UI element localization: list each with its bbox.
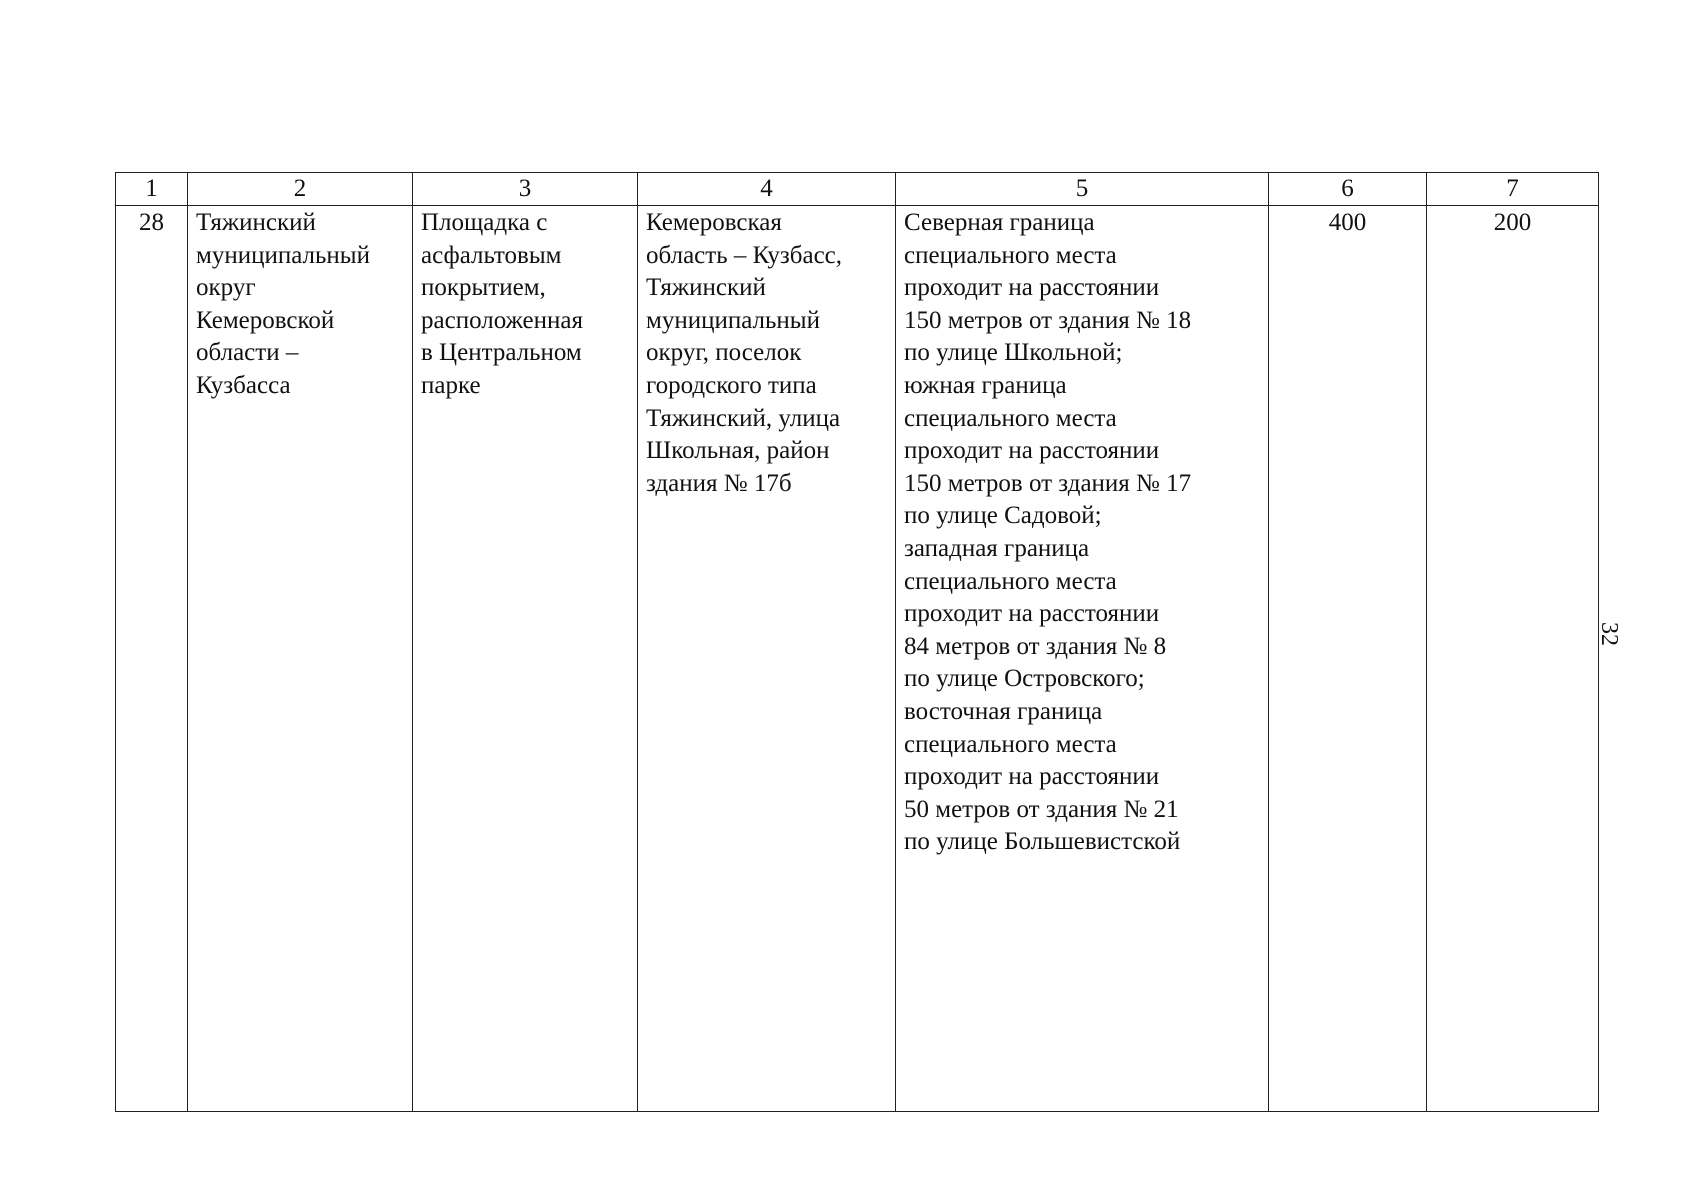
place-description-cell: Площадка с асфальтовым покрытием, расположенная в Центральном парке [413,206,638,1112]
header-col-3: 3 [413,173,638,206]
header-col-6: 6 [1269,173,1427,206]
municipality-cell: Тяжинский муниципальный округ Кемеровской области – Кузбасса [188,206,413,1112]
data-table [115,172,1599,1112]
page-number: 32 [1596,622,1622,646]
header-col-1: 1 [116,173,188,206]
table-row [116,206,1599,1112]
header-col-4: 4 [638,173,896,206]
value-7-cell: 200 [1427,206,1599,1112]
value-6-cell: 400 [1269,206,1427,1112]
header-col-5: 5 [896,173,1269,206]
row-number: 28 [116,206,188,1112]
header-col-7: 7 [1427,173,1599,206]
table-header-row [116,173,1599,206]
header-col-2: 2 [188,173,413,206]
address-cell: Кемеровская область – Кузбасс, Тяжинский муниципальный округ, поселок городского типа Тяжинский, улица Школьная, район здания № 17б [638,206,896,1112]
boundaries-cell: Северная граница специального места проходит на расстоянии 150 метров от здания № 18 по улице Школьной; южная граница специального места проходит на расстоянии 150 метров от здания № 17 по улице Садовой; западная граница специального места проходит на расстоянии 84 метров от здания № 8 по улице Островского; восточная граница специального места проходит на расстоянии 50 метров от здания № 21 по улице Большевистской [896,206,1269,1112]
